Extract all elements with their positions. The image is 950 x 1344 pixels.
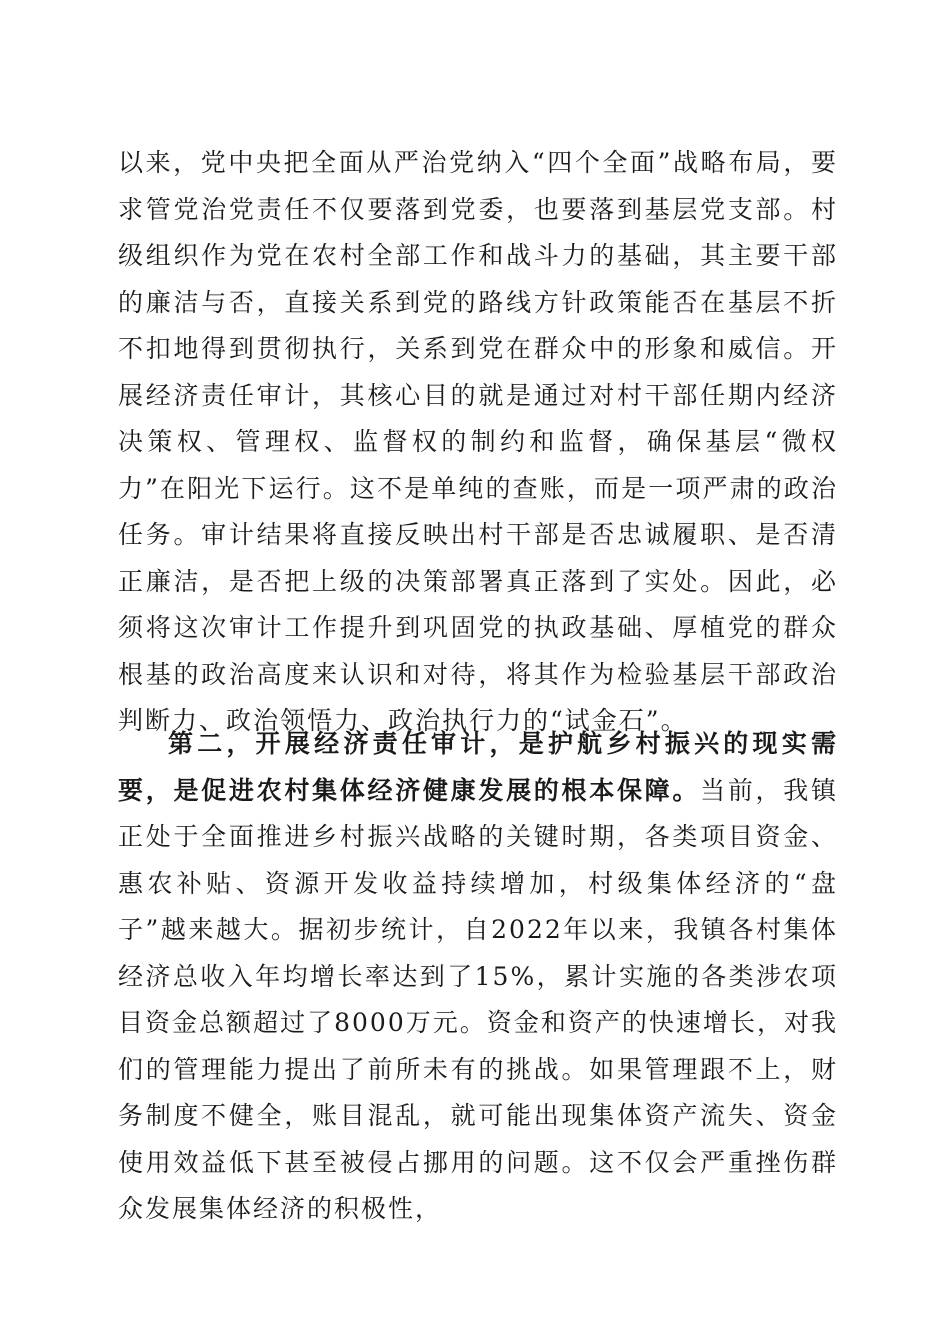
paragraph-1 bbox=[118, 140, 838, 745]
paragraph-2-text: 当前，我镇正处于全面推进乡村振兴战略的关键时期，各类项目资金、惠农补贴、资源开发收益持续增加，村级集体经济的“盘子”越来越大。据初步统计，自2022年以来，我镇各村集体经济总收入年均增长率达到了15%，累计实施的各类涉农项目资金总额超过了8000万元。资金和资产的快速增长，对我们的管理能力提出了前所未有的挑战。如果管理跟不上，财务制度不健全，账目混乱，就可能出现集体资产流失、资金使用效益低下甚至被侵占挪用的问题。这不仅会严重挫伤群众发展集体经济的积极性， bbox=[118, 775, 838, 1223]
paragraph-2-lead: 第二，开展经济责任审计，是护航乡村振兴的现实需要，是促进农村集体经济健康发展的根本保障。 bbox=[118, 729, 838, 805]
paragraph-2-body bbox=[118, 721, 838, 1233]
paragraph-2 bbox=[118, 721, 838, 1233]
paragraph-1-text: 以来，党中央把全面从严治党纳入“四个全面”战略布局，要求管党治党责任不仅要落到党委，也要落到基层党支部。村级组织作为党在农村全部工作和战斗力的基础，其主要干部的廉洁与否，直接关系到党的路线方针政策能否在基层不折不扣地得到贯彻执行，关系到党在群众中的形象和威信。开展经济责任审计，其核心目的就是通过对村干部任期内经济决策权、管理权、监督权的制约和监督，确保基层“微权力”在阳光下运行。这不是单纯的查账，而是一项严肃的政治任务。审计结果将直接反映出村干部是否忠诚履职、是否清正廉洁，是否把上级的决策部署真正落到了实处。因此，必须将这次审计工作提升到巩固党的执政基础、厚植党的群众根基的政治高度来认识和对待，将其作为检验基层干部政治判断力、政治领悟力、政治执行力的“试金石”。 bbox=[118, 148, 838, 735]
